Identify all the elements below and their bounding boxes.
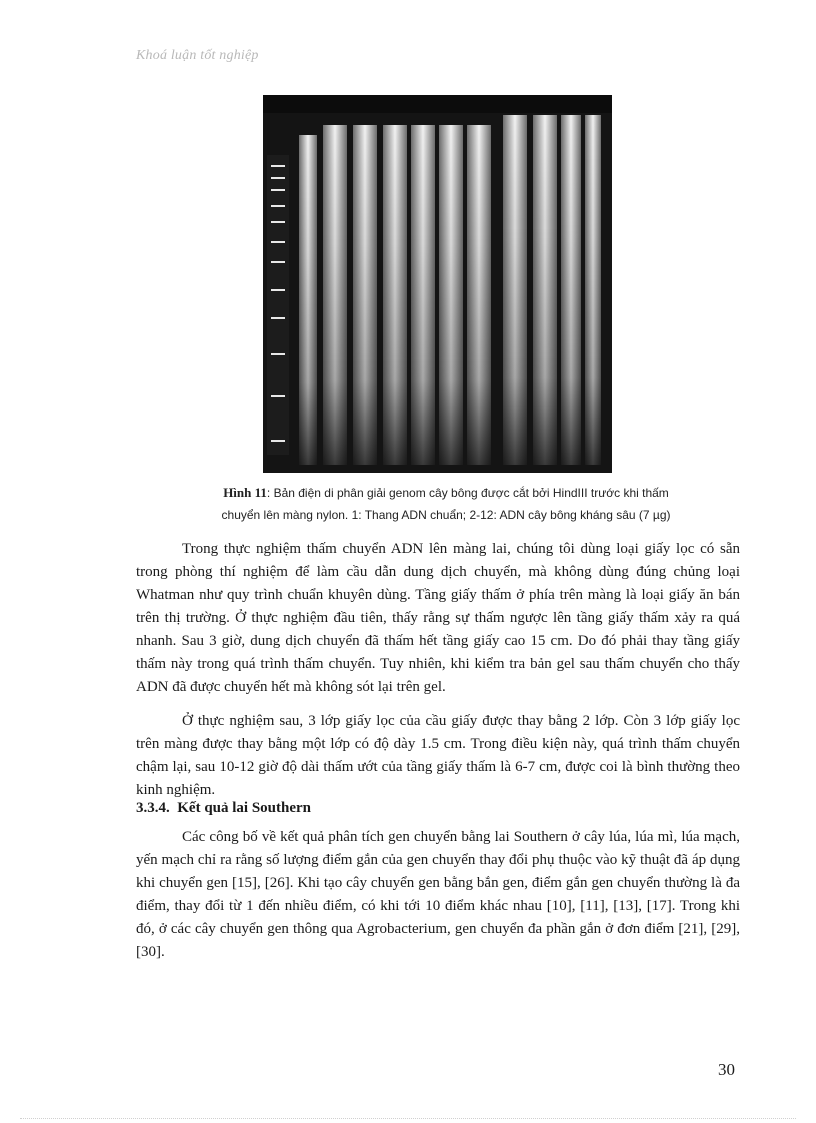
gel-lanes-graphic [263, 95, 612, 473]
paragraph-3-text: Các công bố về kết quả phân tích gen chuyển bằng lai Southern ở cây lúa, lúa mì, lúa mạch, yến mạch chỉ ra rằng số lượng điểm gắn của gen chuyển thay đổi phụ thuộc vào kỹ thuật đã áp dụng khi chuyển gen [15], [26]. Khi tạo cây chuyển gen bằng bắn gen, điểm gắn gen chuyển thường là đa điểm, thay đổi từ 1 đến nhiều điểm, có khi tới 10 điểm khác nhau [10], [11], [13], [17]. Trong khi đó, ở các cây chuyển gen thông qua Agrobacterium, gen chuyển đa phần gắn ở đơn điểm [21], [29], [30]. [136, 829, 740, 960]
footer-divider [20, 1118, 796, 1119]
paragraph-2-text: Ở thực nghiệm sau, 3 lớp giấy lọc của cầu giấy được thay bằng 2 lớp. Còn 3 lớp giấy lọc trên màng được thay bằng một lớp có độ dày 1.5 cm. Trong điều kiện này, quá trình thấm chuyển chậm lại, sau 10-12 giờ độ dài thấm ướt của tầng giấy thấm là 6-7 cm, được coi là bình thường theo kinh nghiệm. [136, 713, 740, 798]
running-header: Khoá luận tốt nghiệp [136, 48, 259, 63]
paragraph-1-text: Trong thực nghiệm thấm chuyển ADN lên màng lai, chúng tôi dùng loại giấy lọc có sẵn trong phòng thí nghiệm để làm cầu dẫn dung dịch chuyển, mà không dùng đúng chủng loại Whatman như quy trình chuẩn khuyên dùng. Tầng giấy thấm ở phía trên màng là loại giấy ăn bán trên thị trường. Ở thực nghiệm đầu tiên, thấy rằng sự thấm ngược lên tầng giấy thấm xảy ra quá nhanh. Sau 3 giờ, dung dịch chuyển đã thấm hết tầng giấy cao 15 cm. Do đó phải thay tầng giấy thấm này trong quá trình thấm chuyển. Tuy nhiên, khi kiểm tra bản gel sau thấm chuyển cho thấy ADN đã được chuyển hết mà không sót lại trên gel. [136, 541, 740, 695]
section-heading [136, 800, 311, 817]
figure-label: Hình 11 [223, 485, 267, 500]
paragraph-2 [136, 710, 740, 802]
caption-line-1 [136, 482, 756, 504]
section-number: 3.3.4. [136, 800, 170, 816]
paragraph-1 [136, 538, 740, 699]
section-title: Kết quả lai Southern [177, 800, 312, 816]
page-number: 30 [718, 1060, 735, 1079]
caption-line-2: chuyển lên màng nylon. 1: Thang ADN chuẩn; 2-12: ADN cây bông kháng sâu (7 µg) [221, 508, 671, 522]
figure-caption [136, 482, 756, 526]
paragraph-3 [136, 826, 740, 964]
caption-text-1: : Bản điện di phân giải genom cây bông được cắt bởi HindIII trước khi thấm [266, 486, 669, 500]
gel-electrophoresis-image [263, 95, 612, 473]
